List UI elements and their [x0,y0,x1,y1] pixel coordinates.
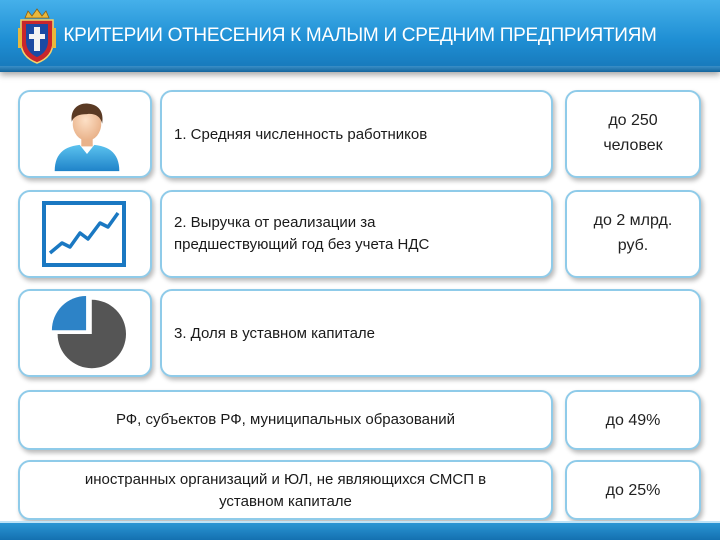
footer-bar [0,521,720,540]
share-2-label-line2: уставном капитале [219,493,352,510]
criterion-1-value-line1: до 250 [608,112,658,129]
pie-icon-card [18,289,152,377]
criterion-3-card [160,289,701,377]
share-1-label: РФ, субъектов РФ, муниципальных образований [115,411,456,428]
criterion-2-value-line2: руб. [617,237,649,254]
person-icon [49,97,125,173]
criterion-2-value [567,208,699,258]
growth-chart-icon [42,201,126,267]
criterion-3-label: 3. Доля в уставном капитале [174,325,376,342]
share-2-card [18,460,553,520]
page-title: КРИТЕРИИ ОТНЕСЕНИЯ К МАЛЫМ И СРЕДНИМ ПРЕДПРИЯТИЯМ [63,25,657,46]
criterion-2-label-line2: предшествующий год без учета НДС [174,236,430,253]
chart-icon-card [18,190,152,278]
criterion-2-value-card [565,190,701,278]
header-bar [0,0,720,72]
criterion-1-label: 1. Средняя численность работников [174,126,428,143]
person-icon-card [18,90,152,178]
criterion-2-label [174,212,429,256]
criterion-1-value [567,108,699,158]
pie-chart-icon [50,296,126,372]
criterion-2-value-line1: до 2 млрд. [593,212,673,229]
criterion-1-value-line2: человек [603,137,663,154]
share-1-value-card [565,390,701,450]
criterion-1-card [160,90,553,178]
share-1-card [18,390,553,450]
share-2-label [20,469,551,513]
criterion-1-value-card [565,90,701,178]
criterion-2-card [160,190,553,278]
share-1-value: до 49% [605,412,661,429]
criterion-2-label-line1: 2. Выручка от реализации за [174,214,376,231]
share-2-value-card [565,460,701,520]
share-2-label-line1: иностранных организаций и ЮЛ, не являющихся СМСП в [84,471,487,488]
share-2-value: до 25% [605,482,661,499]
